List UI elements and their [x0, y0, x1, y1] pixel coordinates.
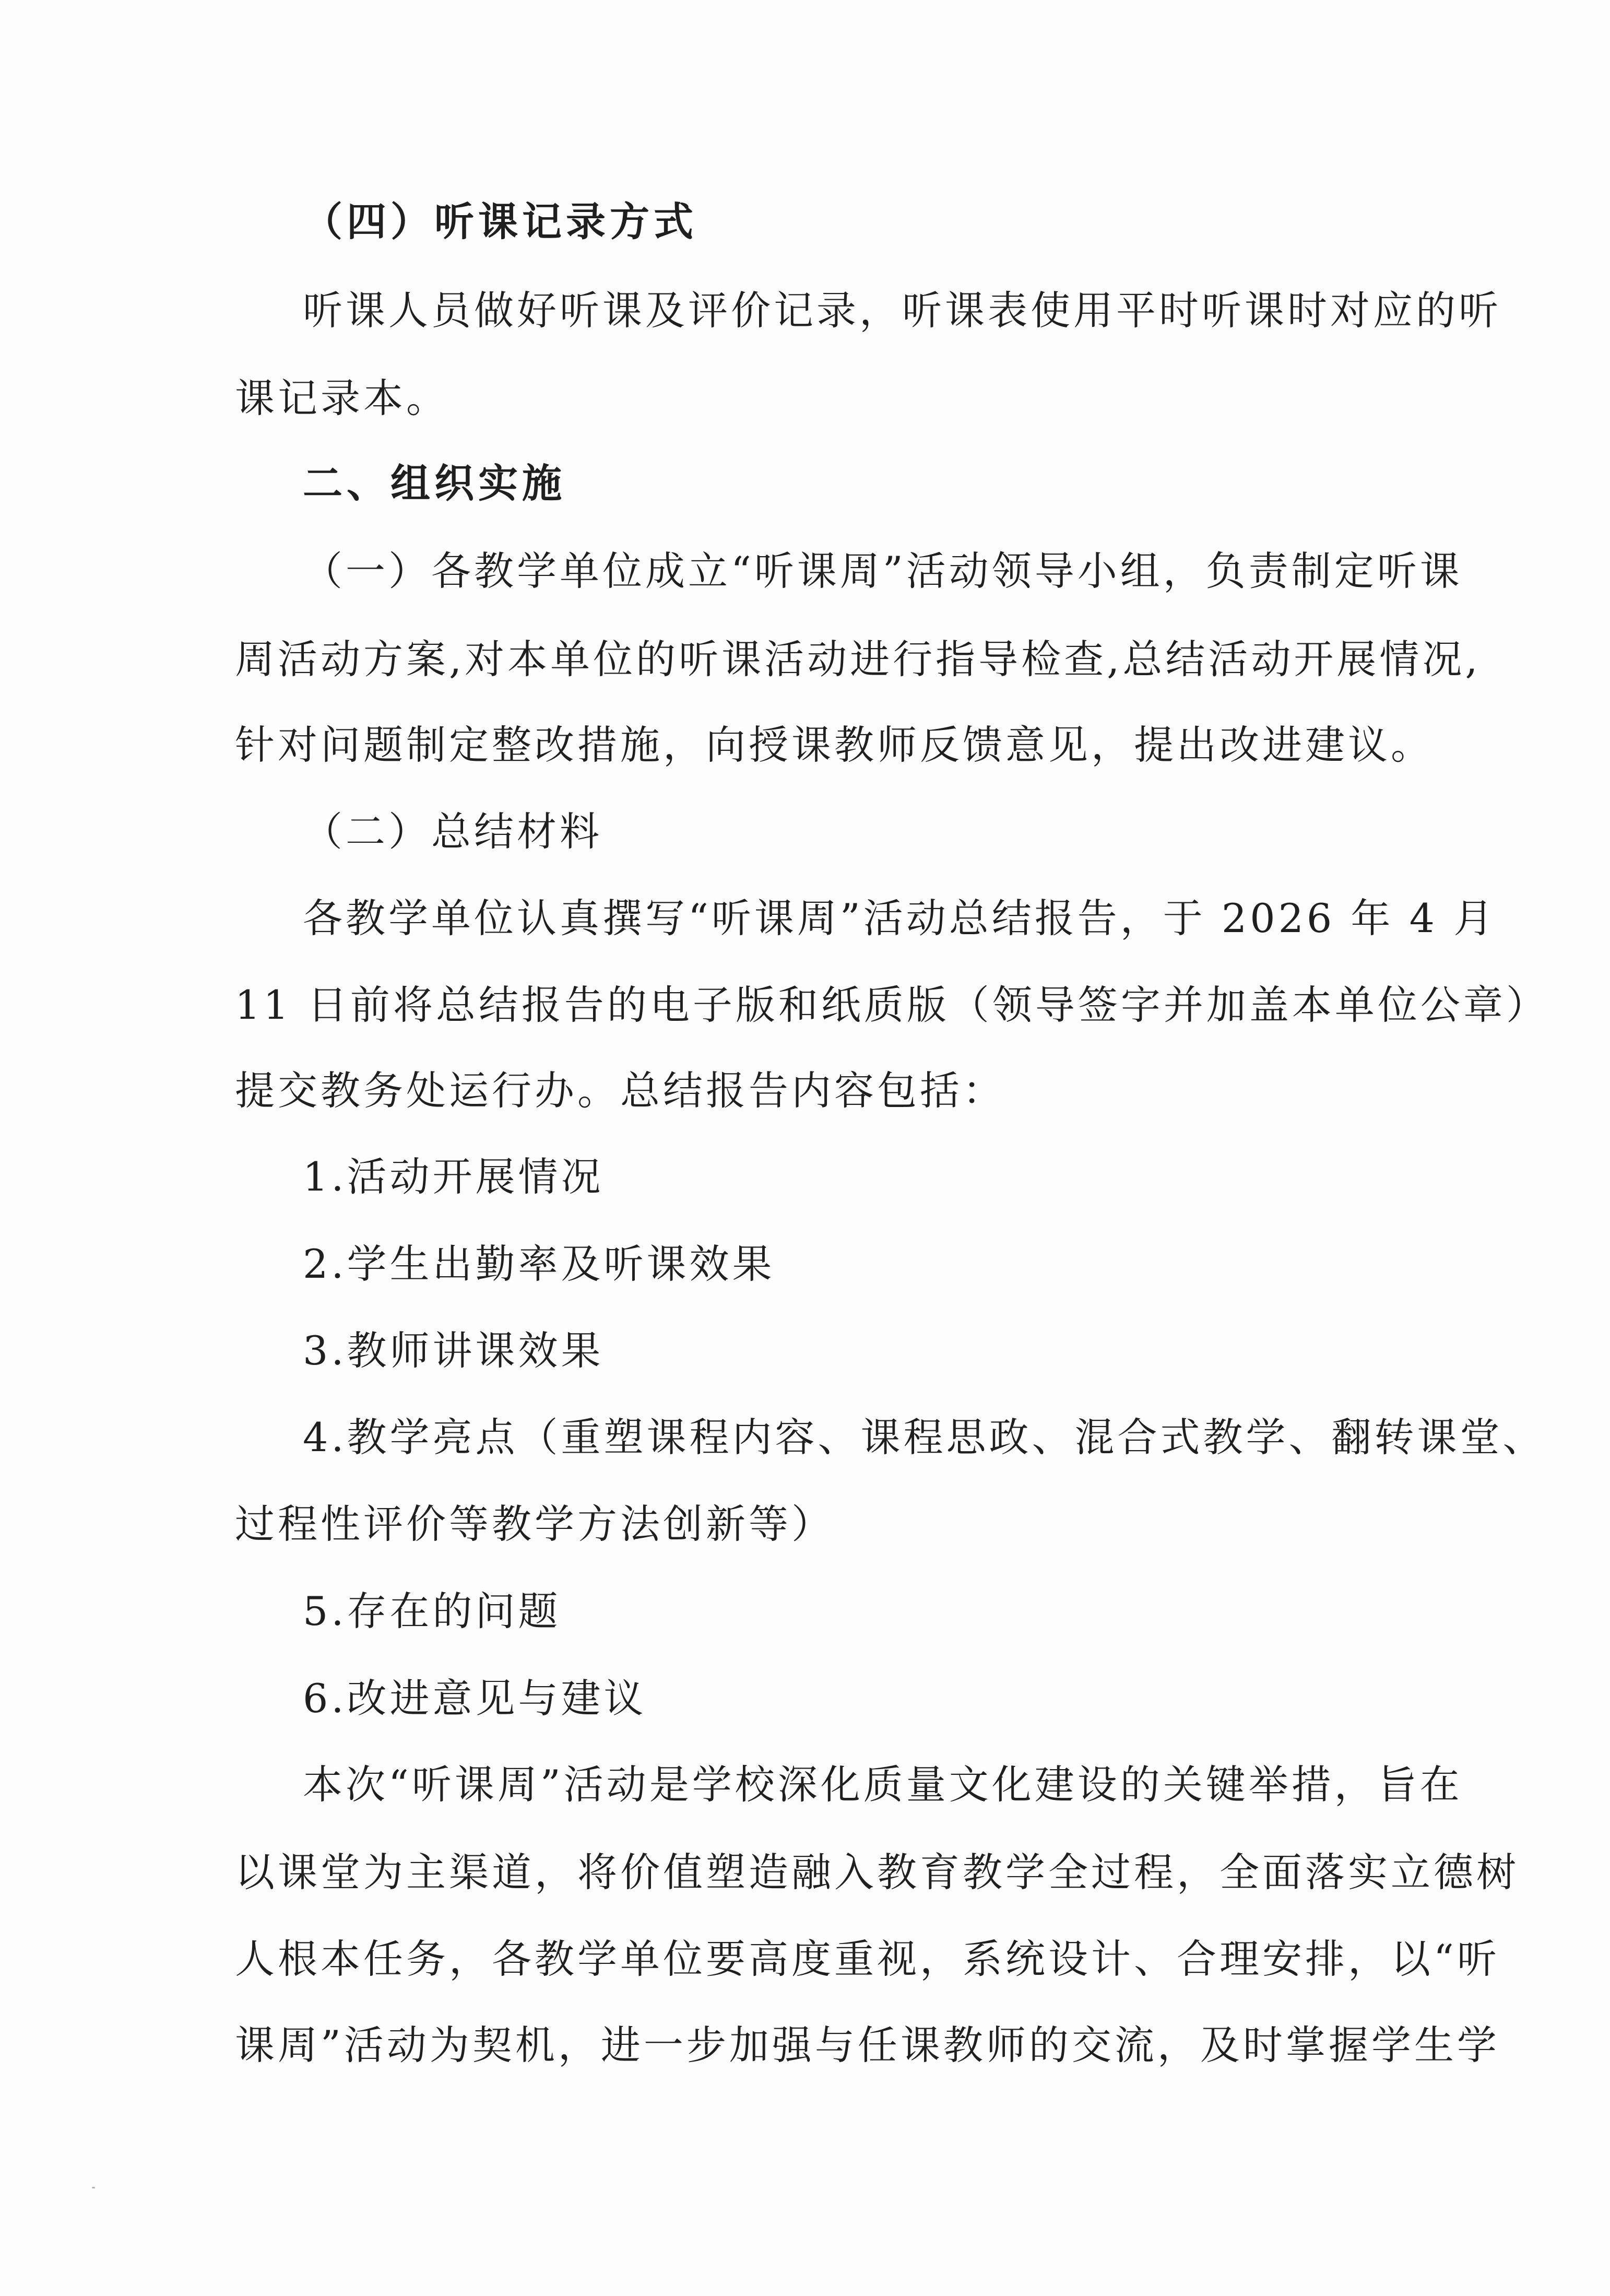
section-heading-summary-materials: （二）总结材料: [303, 808, 602, 855]
list-item-2: 2.学生出勤率及听课效果: [303, 1241, 775, 1287]
paragraph-summary-line-1: 各教学单位认真撰写“听课周”活动总结报告，于 2026 年 4 月: [303, 895, 1497, 941]
list-item-4-line-2: 过程性评价等教学方法创新等）: [235, 1501, 834, 1547]
paragraph-recording-line-2: 课记录本。: [235, 375, 449, 421]
section-heading-organization: 二、组织实施: [303, 460, 566, 507]
paragraph-closing-line-2: 以课堂为主渠道，将价值塑造融入教育教学全过程，全面落实立德树: [235, 1849, 1519, 1895]
section-heading-recording-method: （四）听课记录方式: [303, 198, 697, 245]
paragraph-closing-line-3: 人根本任务，各教学单位要高度重视，系统设计、合理安排，以“听: [235, 1936, 1500, 1982]
paragraph-recording-line-1: 听课人员做好听课及评价记录，听课表使用平时听课时对应的听: [303, 287, 1501, 334]
paragraph-closing-line-4: 课周”活动为契机，进一步加强与任课教师的交流，及时掌握学生学: [235, 2022, 1500, 2068]
paragraph-leadership-line-3: 针对问题制定整改措施，向授课教师反馈意见，提出改进建议。: [235, 722, 1434, 768]
list-item-3: 3.教师讲课效果: [303, 1327, 604, 1374]
paragraph-summary-line-3: 提交教务处运行办。总结报告内容包括：: [235, 1067, 1005, 1114]
paragraph-leadership-line-1: （一）各教学单位成立“听课周”活动领导小组，负责制定听课: [303, 548, 1463, 594]
list-item-1: 1.活动开展情况: [303, 1153, 604, 1200]
list-item-5: 5.存在的问题: [303, 1588, 561, 1634]
paragraph-leadership-line-2: 周活动方案,对本单位的听课活动进行指导检查,总结活动开展情况,: [235, 636, 1481, 682]
paragraph-summary-line-2: 11 日前将总结报告的电子版和纸质版（领导签字并加盖本单位公章）: [235, 982, 1549, 1028]
list-item-4-line-1: 4.教学亮点（重塑课程内容、课程思政、混合式教学、翻转课堂、: [303, 1414, 1546, 1461]
list-item-6: 6.改进意见与建议: [303, 1675, 647, 1722]
paragraph-closing-line-1: 本次“听课周”活动是学校深化质量文化建设的关键举措，旨在: [303, 1761, 1463, 1808]
scan-speck: [92, 2187, 95, 2188]
